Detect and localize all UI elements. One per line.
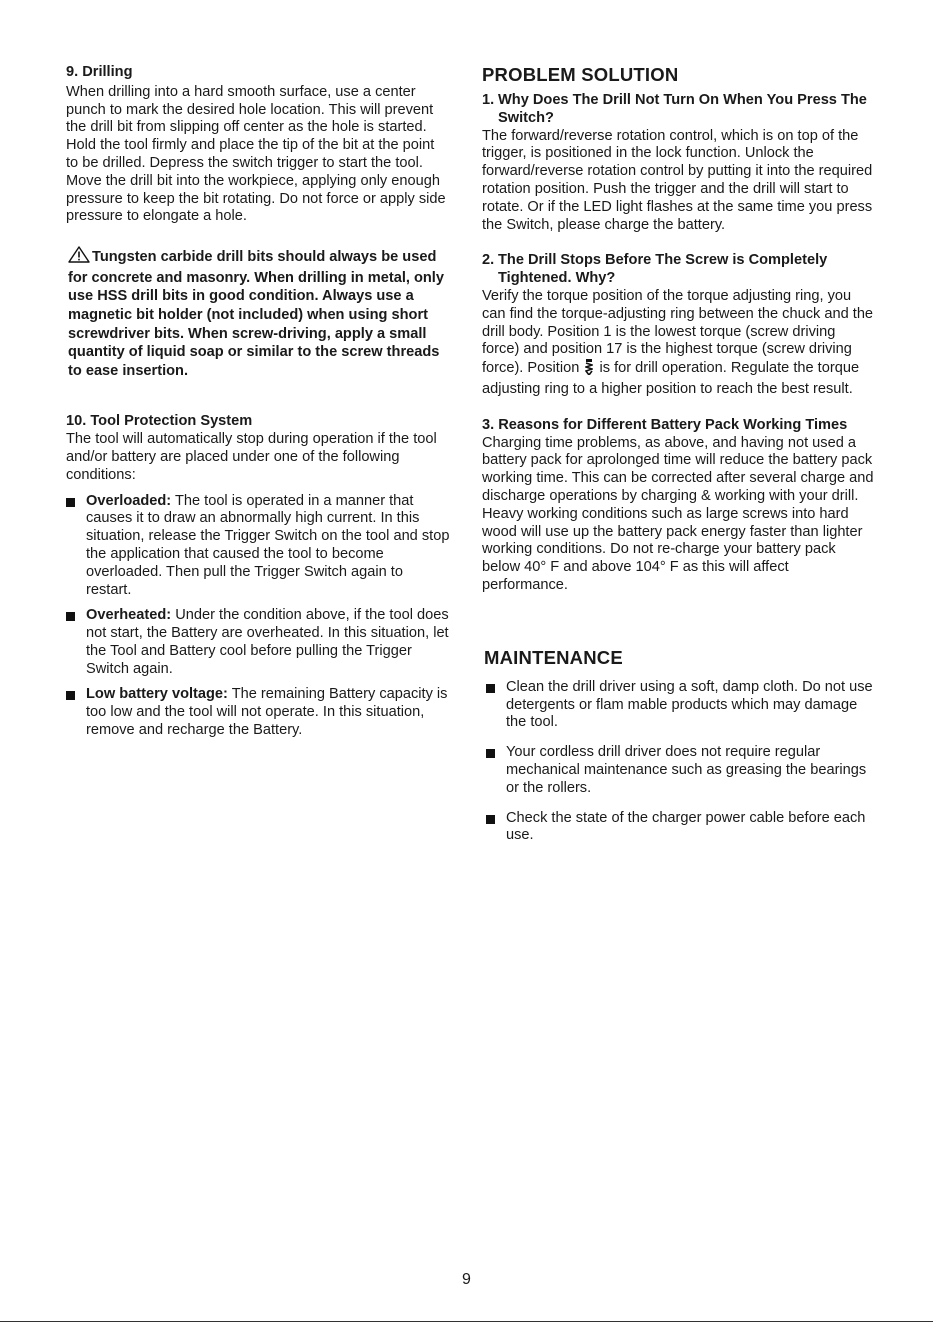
drilling-body: When drilling into a hard smooth surface, use a center punch to mark the desired hole location. This will prevent the drill bit from slipping off center as the hole is started. Hold the tool firmly and place the tip of the bit at the point to be drilled. Depress the switch trigger to start the tool. Move the drill bit into the workpiece, applying only enough pressure to keep the bit rotating. Do not force or apply side pressure to elongate a hole.: [66, 83, 446, 225]
square-bullet-icon: [486, 684, 495, 693]
item-text: The tool is operated in a manner that causes it to draw an abnormally high current. In this situation, release the Trigger Switch on the tool and stop the application that caused the tool to become overloaded. Then pull the Trigger Switch again to restart.: [86, 492, 450, 598]
square-bullet-icon: [66, 612, 75, 621]
item-label: Low battery voltage:: [86, 686, 228, 703]
protection-intro: The tool will automatically stop during operation if the tool and/or battery are placed under one of the following conditions:: [66, 431, 437, 483]
question-1-body: The forward/reverse rotation control, which is on top of the trigger, is positioned in the lock function. Unlock the forward/reverse rotation control by putting it into the required rotation position. Push the trigger and the drill will start to rotate. Or if the LED light flashes at the same time you press the Switch, please charge the battery.: [482, 127, 873, 233]
question-2-title: [482, 252, 874, 288]
list-item: [66, 686, 450, 739]
question-2-body-b: is for drill operation. Regulate the torque adjusting ring to a higher position to reach the best result.: [482, 360, 860, 397]
question-3-body: Charging time problems, as above, and having not used a battery pack for aprolonged time will reduce the battery pack working time. This can be corrected after several charge and discharge operations by charging & working with your drill. Heavy working conditions such as large screws into hard wood will use up the battery pack energy faster than lighter working conditions. Do not re-charge your battery pack below 40° F and above 104° F as this will affect performance.: [482, 434, 874, 593]
drilling-warning-block: [66, 246, 450, 380]
question-text: Why Does The Drill Not Turn On When You Press The Switch?: [498, 92, 867, 126]
list-item: [486, 679, 874, 732]
list-item: [66, 607, 450, 678]
question-number: 1.: [482, 92, 495, 108]
item-text: Check the state of the charger power cable before each use.: [506, 809, 866, 844]
problem-solution-heading: PROBLEM SOLUTION: [482, 64, 679, 85]
item-text: The remaining Battery capacity is too low and the tool will not operate. In this situation, remove and recharge the Battery.: [86, 686, 448, 739]
protection-heading: 10. Tool Protection System: [66, 413, 253, 430]
page-number: 9: [462, 1271, 471, 1288]
protection-list: [66, 493, 450, 740]
item-label: Overloaded:: [86, 492, 172, 509]
list-item: [66, 493, 450, 600]
section-drilling: [66, 64, 450, 380]
question-2-body-a: Verify the torque position of the torque adjusting ring, you can find the torque-adjusting ring between the chuck and the drill body. Position 1 is the lowest torque (screw driving force) and position 17 is the highest torque (screw driving force). Position: [482, 287, 874, 377]
question-text: The Drill Stops Before The Screw is Completely Tightened. Why?: [498, 252, 828, 287]
square-bullet-icon: [66, 691, 75, 700]
item-label: Overheated:: [86, 607, 172, 624]
item-text: Your cordless drill driver does not require regular mechanical maintenance such as greasing the bearings or the rollers.: [506, 744, 867, 796]
square-bullet-icon: [66, 498, 75, 507]
maintenance-heading: MAINTENANCE: [484, 646, 623, 668]
drilling-warning: [68, 246, 450, 380]
question-2-body: [482, 288, 874, 399]
square-bullet-icon: [486, 749, 495, 758]
question-3-title: 3. Reasons for Different Battery Pack Working Times: [482, 416, 848, 433]
question-3: [482, 417, 874, 595]
left-column: [66, 64, 450, 740]
square-bullet-icon: [486, 815, 495, 824]
drilling-heading: 9. Drilling: [66, 64, 133, 80]
drilling-warning-text: Tungsten carbide drill bits should always be used for concrete and masonry. When drilling in metal, only use HSS drill bits in good condition. Always use a magnetic bit holder (not included) when using short screwdriver bits. When screw-driving, apply a small quantity of liquid soap or similar to the screw threads to ease insertion.: [68, 249, 444, 379]
list-item: [486, 744, 874, 797]
question-1: [482, 92, 874, 234]
warning-triangle-icon: [68, 246, 90, 269]
question-number: 2.: [482, 252, 495, 269]
item-text: Clean the drill driver using a soft, damp cloth. Do not use detergents or flam mable products which may damage the tool.: [506, 678, 873, 731]
right-column: [482, 64, 874, 845]
section-tool-protection: [66, 413, 450, 740]
section-maintenance: [482, 647, 874, 845]
item-text: Under the condition above, if the tool does not start, the Battery are overheated. In this situation, let the Tool and Battery cool before pulling the Trigger Switch again.: [86, 607, 449, 677]
drill-mode-icon: [585, 359, 593, 381]
question-1-title: [482, 92, 874, 128]
maintenance-list: [484, 679, 874, 845]
bottom-rule: [0, 1321, 933, 1322]
question-2: [482, 252, 874, 398]
list-item: [486, 810, 874, 846]
section-problem-solution: [482, 64, 874, 595]
